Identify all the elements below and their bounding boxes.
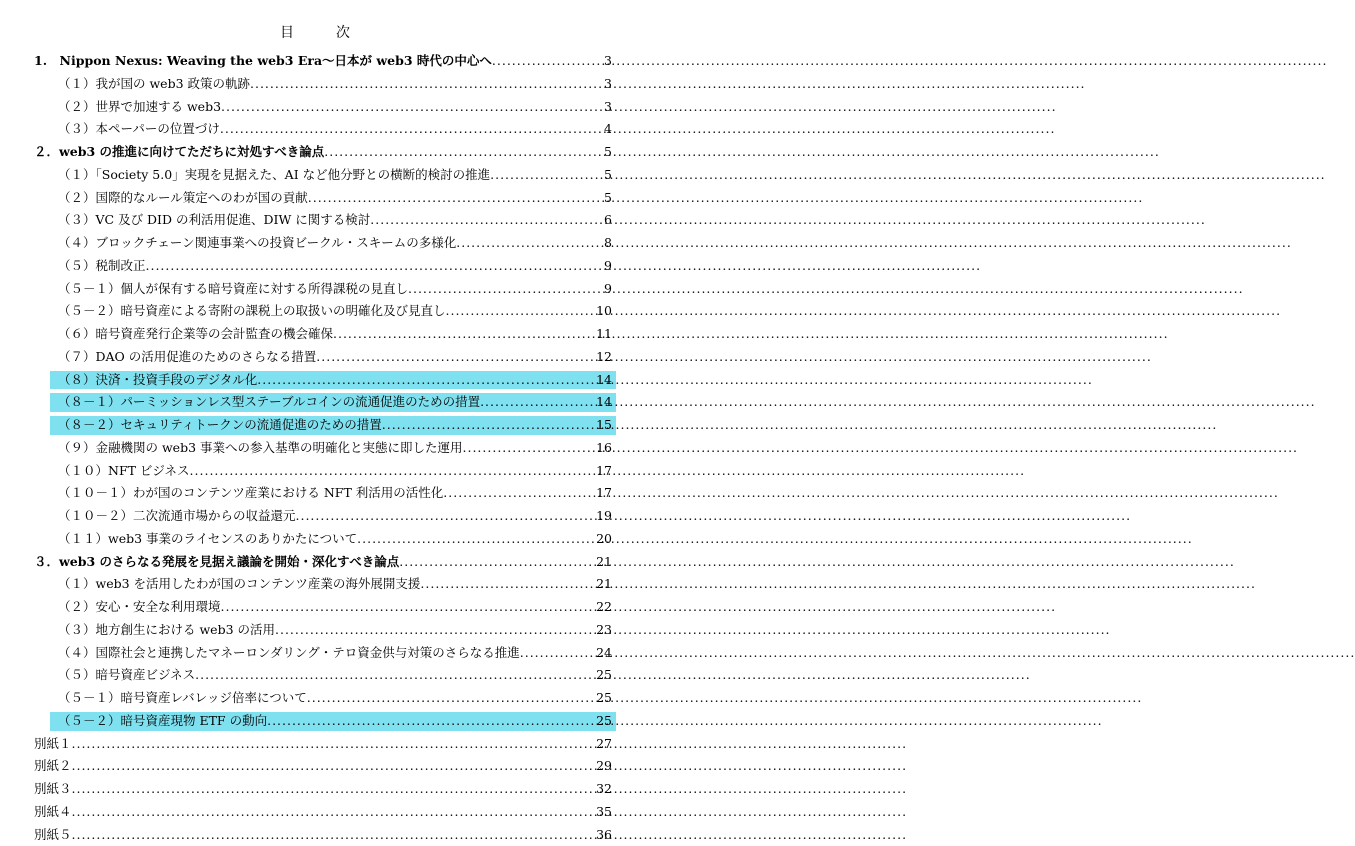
toc-leader-dots bbox=[72, 824, 593, 846]
toc-page-number: 5 bbox=[600, 187, 612, 210]
toc-leader-dots bbox=[446, 300, 593, 323]
toc-entry bbox=[34, 505, 612, 528]
toc-page-number: 3 bbox=[600, 96, 612, 119]
toc-entry-label: （３）VC 及び DID の利活用促進、DIW に関する検討 bbox=[58, 209, 370, 232]
toc-list bbox=[34, 50, 612, 846]
toc-page-number: 6 bbox=[600, 209, 612, 232]
toc-entry bbox=[34, 73, 612, 96]
toc-page bbox=[0, 0, 644, 824]
toc-page-number: 35 bbox=[592, 801, 612, 824]
toc-entry-label: （２）安心・安全な利用環境 bbox=[58, 596, 221, 619]
toc-entry bbox=[34, 551, 612, 574]
toc-page-number: 25 bbox=[592, 687, 612, 710]
toc-entry bbox=[34, 118, 612, 141]
toc-entry-label: （１０－２）二次流通市場からの収益還元 bbox=[58, 505, 296, 528]
toc-entry-label: （５－１）暗号資産レバレッジ倍率について bbox=[58, 687, 307, 710]
toc-page-number: 24 bbox=[592, 642, 612, 665]
toc-page-number: 5 bbox=[600, 164, 612, 187]
toc-entry bbox=[34, 460, 612, 483]
toc-entry bbox=[34, 187, 612, 210]
toc-leader-dots bbox=[307, 687, 592, 710]
toc-entry-label: （２）国際的なルール策定へのわが国の貢献 bbox=[58, 187, 308, 210]
toc-leader-dots bbox=[250, 73, 600, 96]
toc-page-number: 19 bbox=[592, 505, 612, 528]
toc-entry bbox=[34, 619, 612, 642]
toc-page-number: 25 bbox=[592, 710, 612, 733]
toc-entry bbox=[34, 710, 612, 733]
toc-entry-label: （１）我が国の web3 政策の軌跡 bbox=[58, 73, 250, 96]
toc-page-number: 22 bbox=[592, 596, 612, 619]
toc-leader-dots bbox=[308, 187, 600, 210]
toc-leader-dots bbox=[382, 414, 592, 437]
toc-entry bbox=[34, 573, 612, 596]
toc-entry-label: （５－２）暗号資産現物 ETF の動向 bbox=[58, 710, 267, 733]
toc-page-number: 10 bbox=[592, 300, 612, 323]
toc-leader-dots bbox=[221, 596, 593, 619]
toc-entry-label: 別紙２ bbox=[34, 755, 72, 778]
toc-entry bbox=[34, 733, 612, 756]
toc-leader-dots bbox=[275, 619, 592, 642]
toc-leader-dots bbox=[220, 118, 600, 141]
toc-leader-dots bbox=[456, 232, 600, 255]
toc-entry bbox=[34, 414, 612, 437]
toc-entry bbox=[34, 255, 612, 278]
toc-entry bbox=[34, 391, 612, 414]
toc-leader-dots bbox=[490, 164, 600, 187]
toc-page-number: 36 bbox=[592, 824, 612, 846]
toc-entry-label: （５－１）個人が保有する暗号資産に対する所得課税の見直し bbox=[58, 278, 408, 301]
toc-page-number: 4 bbox=[600, 118, 612, 141]
toc-entry bbox=[34, 96, 612, 119]
toc-entry-label: （１０－１）わが国のコンテンツ産業における NFT 利活用の活性化 bbox=[58, 482, 443, 505]
toc-entry bbox=[34, 801, 612, 824]
toc-leader-dots bbox=[316, 346, 592, 369]
toc-page-number: 25 bbox=[592, 664, 612, 687]
toc-entry-label: （１０）NFT ビジネス bbox=[58, 460, 190, 483]
toc-entry-label: 別紙４ bbox=[34, 801, 72, 824]
toc-page-number: 11 bbox=[592, 323, 612, 346]
toc-entry bbox=[34, 346, 612, 369]
toc-leader-dots bbox=[72, 755, 593, 778]
toc-page-number: 17 bbox=[592, 460, 612, 483]
toc-entry-label: （４）国際社会と連携したマネーロンダリング・テロ資金供与対策のさらなる推進 bbox=[58, 642, 520, 665]
toc-entry-label: （８－１）パーミッションレス型ステーブルコインの流通促進のための措置 bbox=[58, 391, 480, 414]
toc-entry bbox=[34, 687, 612, 710]
toc-page-number: 9 bbox=[600, 255, 612, 278]
toc-entry-label: （８－２）セキュリティトークンの流通促進のための措置 bbox=[58, 414, 382, 437]
toc-page-number: 15 bbox=[592, 414, 612, 437]
toc-leader-dots bbox=[420, 573, 592, 596]
toc-entry-label: （６）暗号資産発行企業等の会計監査の機会確保 bbox=[58, 323, 333, 346]
toc-entry-label: （９）金融機関の web3 事業への参入基準の明確化と実態に即した運用 bbox=[58, 437, 463, 460]
toc-entry-label: （１）「Society 5.0」実現を見据えた、AI など他分野との横断的検討の推進 bbox=[58, 164, 490, 187]
toc-page-number: 27 bbox=[592, 733, 612, 756]
toc-page-number: 9 bbox=[600, 278, 612, 301]
toc-entry-label: 別紙１ bbox=[34, 733, 72, 756]
toc-entry-label: （２）世界で加速する web3 bbox=[58, 96, 221, 119]
toc-entry-label: （５）税制改正 bbox=[58, 255, 146, 278]
toc-entry bbox=[34, 369, 612, 392]
toc-leader-dots bbox=[463, 437, 593, 460]
toc-entry-label: （１１）web3 事業のライセンスのありかたについて bbox=[58, 528, 357, 551]
toc-page-number: 14 bbox=[592, 391, 612, 414]
toc-leader-dots bbox=[480, 391, 592, 414]
toc-page-number: 32 bbox=[592, 778, 612, 801]
toc-leader-dots bbox=[408, 278, 600, 301]
toc-page-number: 17 bbox=[592, 482, 612, 505]
toc-entry bbox=[34, 209, 612, 232]
toc-entry bbox=[34, 141, 612, 164]
toc-page-number: 21 bbox=[592, 551, 612, 574]
toc-entry-label: （３）地方創生における web3 の活用 bbox=[58, 619, 275, 642]
toc-leader-dots bbox=[72, 801, 593, 824]
toc-entry-label: ３．web3 のさらなる発展を見据え議論を開始・深化すべき論点 bbox=[34, 551, 399, 574]
toc-page-number: 23 bbox=[592, 619, 612, 642]
toc-entry bbox=[34, 755, 612, 778]
toc-entry bbox=[34, 482, 612, 505]
toc-page-number: 20 bbox=[592, 528, 612, 551]
toc-leader-dots bbox=[72, 733, 593, 756]
toc-page-number: 3 bbox=[600, 73, 612, 96]
toc-entry-label: 別紙５ bbox=[34, 824, 72, 846]
toc-page-number: 21 bbox=[592, 573, 612, 596]
toc-leader-dots bbox=[146, 255, 601, 278]
toc-page-number: 29 bbox=[592, 755, 612, 778]
toc-leader-dots bbox=[370, 209, 600, 232]
toc-entry-label: 1. Nippon Nexus: Weaving the web3 Era～日本が web3 時代の中心へ bbox=[34, 50, 492, 73]
toc-page-number: 5 bbox=[600, 141, 612, 164]
toc-leader-dots bbox=[221, 96, 600, 119]
toc-entry bbox=[34, 50, 612, 73]
toc-entry bbox=[34, 232, 612, 255]
toc-entry-label: （４）ブロックチェーン関連事業への投資ビークル・スキームの多様化 bbox=[58, 232, 456, 255]
toc-entry-label: （１）web3 を活用したわが国のコンテンツ産業の海外展開支援 bbox=[58, 573, 420, 596]
toc-leader-dots bbox=[333, 323, 592, 346]
toc-entry-label: （５）暗号資産ビジネス bbox=[58, 664, 195, 687]
toc-entry bbox=[34, 278, 612, 301]
toc-leader-dots bbox=[296, 505, 593, 528]
toc-entry bbox=[34, 824, 612, 846]
toc-entry bbox=[34, 642, 612, 665]
toc-leader-dots bbox=[399, 551, 592, 574]
toc-entry bbox=[34, 323, 612, 346]
toc-page-number: 14 bbox=[592, 369, 612, 392]
toc-entry bbox=[34, 778, 612, 801]
toc-entry bbox=[34, 300, 612, 323]
toc-entry-label: （５－２）暗号資産による寄附の課税上の取扱いの明確化及び見直し bbox=[58, 300, 446, 323]
toc-entry-label: （８）決済・投資手段のデジタル化 bbox=[58, 369, 257, 392]
toc-leader-dots bbox=[443, 482, 592, 505]
toc-entry bbox=[34, 437, 612, 460]
toc-leader-dots bbox=[267, 710, 592, 733]
toc-entry-label: 別紙３ bbox=[34, 778, 72, 801]
toc-title: 目 次 bbox=[0, 22, 644, 42]
toc-leader-dots bbox=[72, 778, 593, 801]
toc-page-number: 8 bbox=[600, 232, 612, 255]
toc-entry bbox=[34, 164, 612, 187]
toc-leader-dots bbox=[520, 642, 592, 665]
toc-entry-label: （３）本ペーパーの位置づけ bbox=[58, 118, 220, 141]
toc-page-number: 12 bbox=[592, 346, 612, 369]
toc-leader-dots bbox=[190, 460, 593, 483]
toc-entry bbox=[34, 596, 612, 619]
toc-leader-dots bbox=[257, 369, 592, 392]
toc-leader-dots bbox=[324, 141, 600, 164]
toc-entry bbox=[34, 664, 612, 687]
toc-page-number: 3 bbox=[600, 50, 612, 73]
toc-entry-label: ２．web3 の推進に向けてただちに対処すべき論点 bbox=[34, 141, 324, 164]
toc-leader-dots bbox=[492, 50, 600, 73]
toc-entry-label: （７）DAO の活用促進のためのさらなる措置 bbox=[58, 346, 316, 369]
toc-entry bbox=[34, 528, 612, 551]
toc-page-number: 16 bbox=[592, 437, 612, 460]
toc-leader-dots bbox=[357, 528, 592, 551]
toc-leader-dots bbox=[195, 664, 592, 687]
